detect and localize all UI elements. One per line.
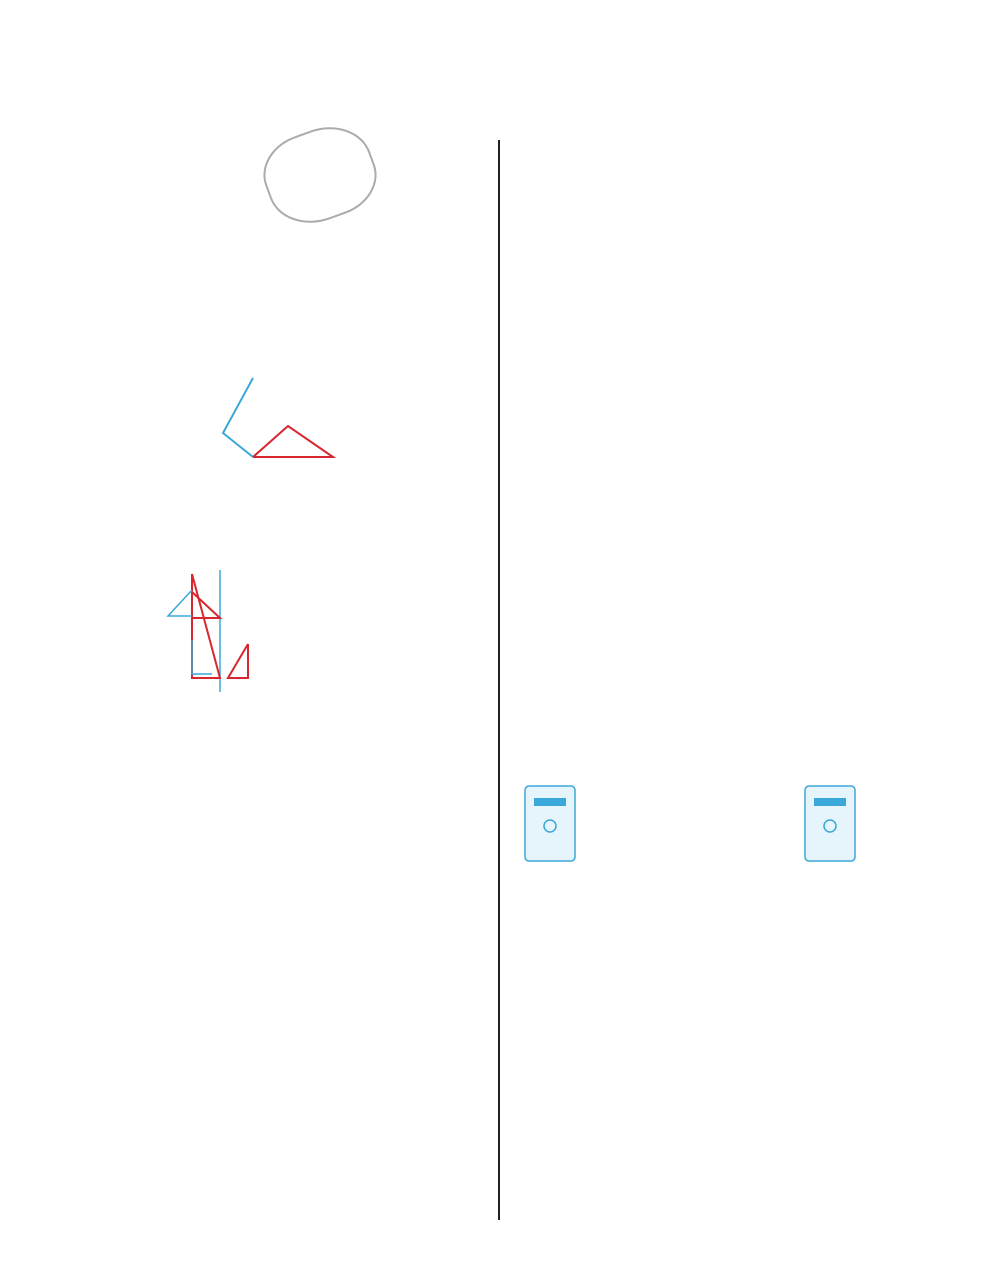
stamp-text-1 <box>262 133 362 169</box>
mailbox-8-multiples <box>805 786 855 861</box>
symmetry-grid-figure <box>108 570 280 692</box>
column-divider <box>498 140 500 1220</box>
mailbox-42-factors <box>525 786 575 861</box>
stamp-text-2 <box>262 133 362 169</box>
rectangle-drawings <box>520 260 860 370</box>
rotation-grid-figure <box>128 366 382 486</box>
cube-net-grids <box>126 882 416 1092</box>
watermark-stamp <box>253 114 387 236</box>
factor-multiple-ladder <box>520 648 860 958</box>
